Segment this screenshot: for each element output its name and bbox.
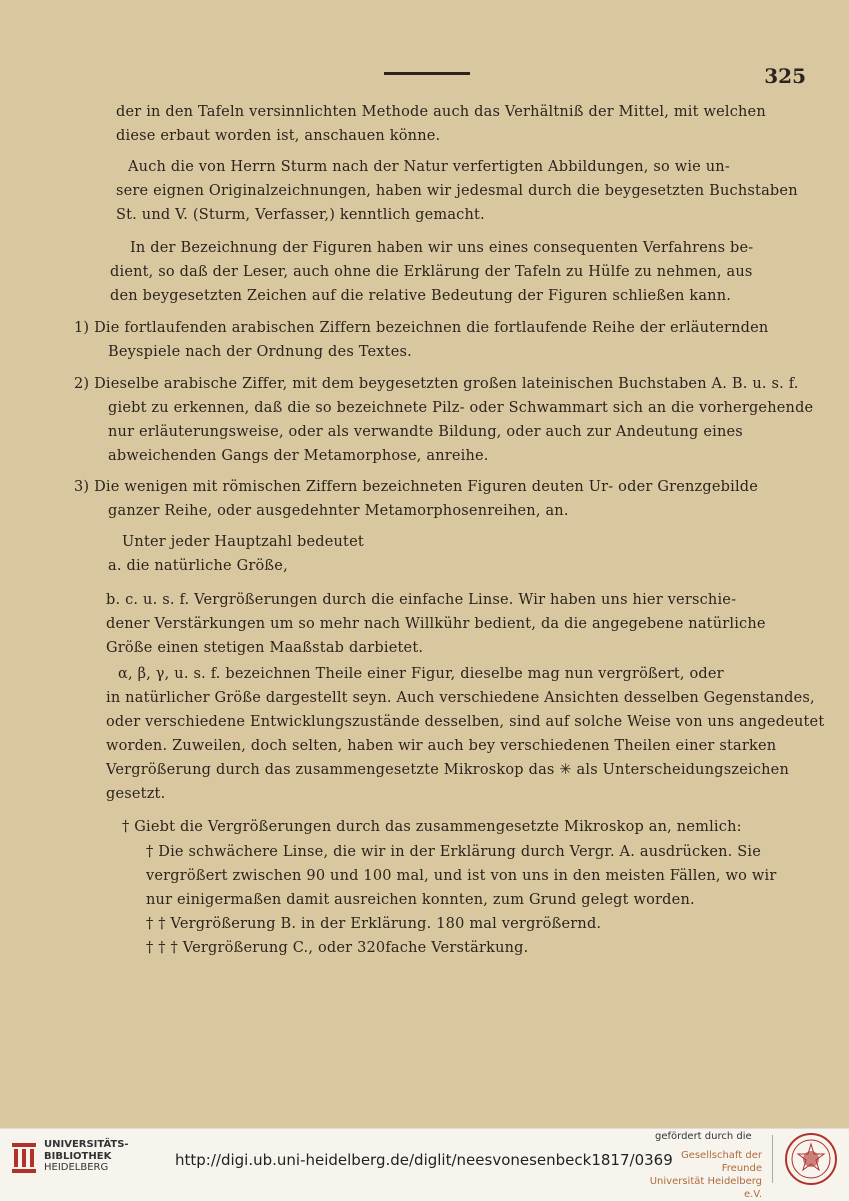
header-rule bbox=[384, 72, 470, 75]
text-line: giebt zu erkennen, daß die so bezeichnete Pilz- oder Schwammart sich an die vorhergehende bbox=[108, 400, 814, 416]
text-line: nur einigermaßen damit ausreichen konnten, zum Grund gelegt worden. bbox=[146, 892, 695, 908]
paragraph-3 bbox=[110, 236, 753, 308]
text-line: gesetzt. bbox=[106, 786, 166, 802]
text-line: 3) Die wenigen mit römischen Ziffern bezeichneten Figuren deuten Ur- oder Grenzgebilde bbox=[74, 479, 759, 495]
paragraph-2 bbox=[116, 155, 798, 227]
text-line: St. und V. (Sturm, Verfasser,) kenntlich gemacht. bbox=[116, 207, 485, 223]
text-line: Vergrößerung durch das zusammengesetzte Mikroskop das ✳ als Unterscheidungszeichen bbox=[106, 762, 789, 778]
paragraph-9 bbox=[106, 662, 824, 806]
text-line: † Giebt die Vergrößerungen durch das zusammengesetzte Mikroskop an, nemlich: bbox=[122, 819, 742, 835]
funding-line: Gesellschaft der Freunde bbox=[680, 1150, 762, 1174]
paragraph-1 bbox=[116, 100, 766, 148]
text-line: † † † Vergrößerung C., oder 320fache Verstärkung. bbox=[146, 940, 529, 956]
footer-bar bbox=[0, 1128, 849, 1200]
university-library-logo-icon bbox=[10, 1141, 38, 1175]
funding-line: Universität Heidelberg e.V. bbox=[649, 1176, 762, 1200]
text-line: diese erbaut worden ist, anschauen könne. bbox=[116, 128, 441, 144]
text-line: abweichenden Gangs der Metamorphose, anreihe. bbox=[108, 448, 489, 464]
text-line: † † Vergrößerung B. in der Erklärung. 180 mal vergrößernd. bbox=[146, 916, 602, 932]
permalink-url[interactable]: http://digi.ub.uni-heidelberg.de/diglit/neesvonesenbeck1817/0369 bbox=[175, 1151, 673, 1169]
text-line: dient, so daß der Leser, auch ohne die Erklärung der Tafeln zu Hülfe zu nehmen, aus bbox=[110, 264, 753, 280]
text-line: in natürlicher Größe dargestellt seyn. Auch verschiedene Ansichten desselben Gegenstandes, bbox=[106, 690, 815, 706]
library-line: UNIVERSITÄTS- bbox=[44, 1139, 129, 1150]
text-line: nur erläuterungsweise, oder als verwandte Bildung, oder auch zur Andeutung eines bbox=[108, 424, 743, 440]
paragraph-5 bbox=[74, 372, 813, 468]
text-line: Auch die von Herrn Sturm nach der Natur verfertigten Abbildungen, so wie un- bbox=[128, 159, 730, 175]
text-line: † Die schwächere Linse, die wir in der Erklärung durch Vergr. A. ausdrücken. Sie bbox=[146, 844, 762, 860]
paragraph-8 bbox=[106, 588, 766, 660]
text-line: Beyspiele nach der Ordnung des Textes. bbox=[108, 344, 412, 360]
footer-divider bbox=[772, 1135, 773, 1183]
text-line: oder verschiedene Entwicklungszustände desselben, sind auf solche Weise von uns angedeutet bbox=[106, 714, 825, 730]
library-name bbox=[44, 1139, 129, 1174]
text-line: α, β, γ, u. s. f. bezeichnen Theile einer Figur, dieselbe mag nun vergrößert, oder bbox=[118, 666, 724, 682]
text-line: In der Bezeichnung der Figuren haben wir uns eines consequenten Verfahrens be- bbox=[130, 240, 754, 256]
paragraph-6 bbox=[74, 475, 758, 523]
funding-organization bbox=[640, 1149, 762, 1201]
text-line: den beygesetzten Zeichen auf die relative Bedeutung der Figuren schließen kann. bbox=[110, 288, 732, 304]
text-line: 2) Dieselbe arabische Ziffer, mit dem beygesetzten großen lateinischen Buchstaben A. B. u. s. f. bbox=[74, 376, 799, 392]
text-line: worden. Zuweilen, doch selten, haben wir auch bey verschiedenen Theilen einer starken bbox=[106, 738, 777, 754]
text-line: a. die natürliche Größe, bbox=[108, 558, 288, 574]
paragraph-11 bbox=[146, 840, 776, 960]
page-number: 325 bbox=[764, 64, 806, 88]
text-line: vergrößert zwischen 90 und 100 mal, und ist von uns in den meisten Fällen, wo wir bbox=[146, 868, 777, 884]
library-line: HEIDELBERG bbox=[44, 1162, 109, 1173]
text-line: dener Verstärkungen um so mehr nach Willkühr bedient, da die angegebene natürliche bbox=[106, 616, 766, 632]
university-seal-icon bbox=[784, 1132, 838, 1186]
paragraph-10 bbox=[122, 815, 742, 839]
text-line: der in den Tafeln versinnlichten Methode auch das Verhältniß der Mittel, mit welchen bbox=[116, 104, 766, 120]
text-line: 1) Die fortlaufenden arabischen Ziffern bezeichnen die fortlaufende Reihe der erläuternden bbox=[74, 320, 769, 336]
funding-label: gefördert durch die bbox=[655, 1131, 752, 1142]
paragraph-7 bbox=[108, 530, 364, 578]
text-line: b. c. u. s. f. Vergrößerungen durch die einfache Linse. Wir haben uns hier verschie- bbox=[106, 592, 737, 608]
paragraph-4 bbox=[74, 316, 768, 364]
text-line: Unter jeder Hauptzahl bedeutet bbox=[122, 534, 364, 550]
text-line: ganzer Reihe, oder ausgedehnter Metamorphosenreihen, an. bbox=[108, 503, 569, 519]
text-line: sere eignen Originalzeichnungen, haben wir jedesmal durch die beygesetzten Buchstaben bbox=[116, 183, 798, 199]
library-line: BIBLIOTHEK bbox=[44, 1150, 112, 1162]
text-line: Größe einen stetigen Maaßstab darbietet. bbox=[106, 640, 424, 656]
